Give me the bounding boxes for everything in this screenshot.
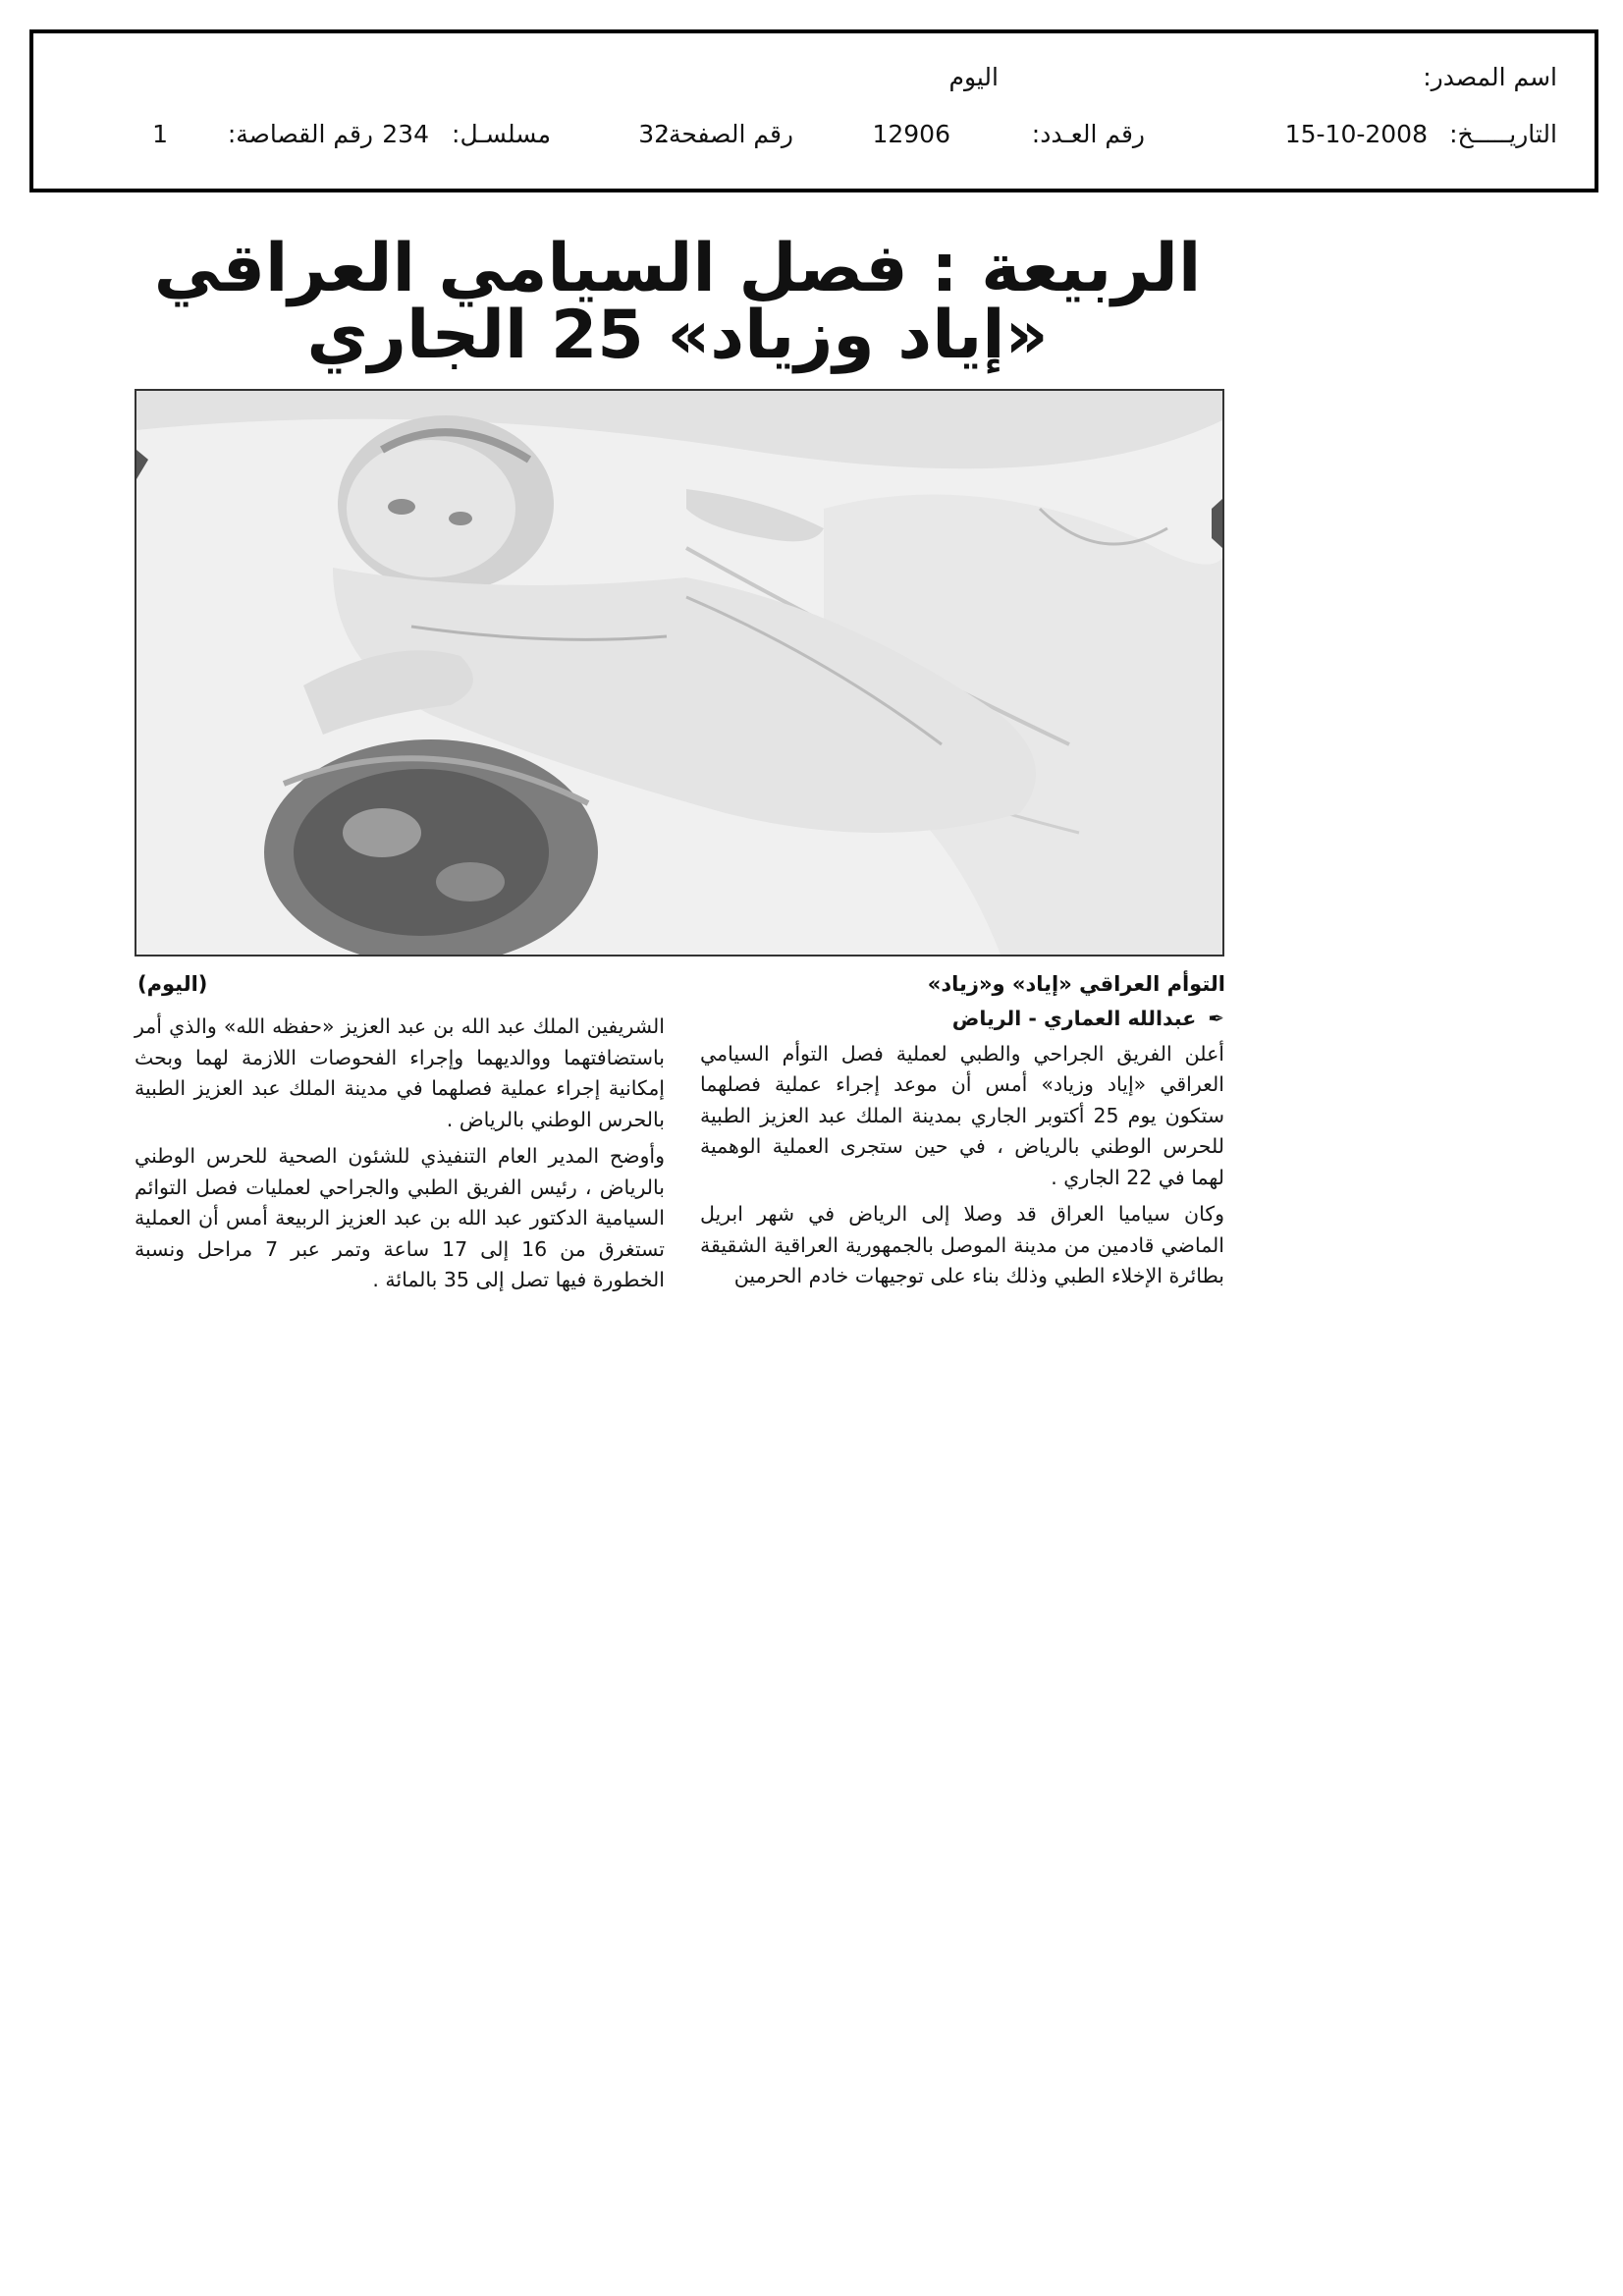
issue-label: رقم العـدد:: [1031, 120, 1145, 148]
source-value: اليوم: [948, 63, 999, 91]
paragraph: أعلن الفريق الجراحي والطبي لعملية فصل التوأم السيامي العراقي «إياد وزياد» أمس أن موعد إجراء عملية فصلهما ستكون يوم 25 أكتوبر الجاري بمدينة الملك عبد العزيز الطبية للحرس الوطني بالرياض ، في حين ستجرى العملية الوهمية لهما في 22 الجاري .: [700, 1041, 1224, 1189]
photo-credit: (اليوم): [137, 972, 208, 996]
page-label: رقم الصفحة:: [660, 120, 793, 148]
paragraph: الشريفين الملك عبد الله بن عبد العزيز «حفظه الله» والذي أمر باستضافتهما ووالديهما وإجراء الفحوصات اللازمة لهما وبحث إمكانية إجراء عملية فصلهما في مدينة الملك عبد العزيز الطبية بالحرس الوطني بالرياض .: [135, 1014, 665, 1131]
paragraph: وكان سياميا العراق قد وصلا إلى الرياض في شهر ابريل الماضي قادمين من مدينة الموصل بالجمهورية العراقية الشقيقة بطائرة الإخلاء الطبي وذلك بناء على توجيهات خادم الحرمين: [700, 1202, 1224, 1287]
date-label: التاريـــــخ:: [1449, 120, 1557, 148]
serial-value: 234: [382, 120, 429, 148]
clip-label: رقم القصاصة:: [227, 120, 373, 148]
paragraph: وأوضح المدير العام التنفيذي للشئون الصحية للحرس الوطني بالرياض ، رئيس الفريق الطبي والجراحي لعمليات فصل التوائم السيامية الدكتور عبد الله بن عبد العزيز الربيعة أمس أن العملية تستغرق من 16 إلى 17 ساعة وتمر عبر 7 مراحل ونسبة الخطورة فيها تصل إلى 35 بالمائة .: [135, 1144, 665, 1291]
article-photo: [135, 389, 1224, 957]
serial-label: مسلسـل:: [452, 120, 551, 148]
byline: [700, 1004, 1224, 1035]
byline-text: عبدالله العماري - الرياض: [951, 1007, 1197, 1030]
source-label: اسم المصدر:: [1423, 63, 1557, 91]
article-column-left: [135, 1011, 665, 1296]
conjoined-twins-photo: [136, 391, 1222, 955]
photo-caption: التوأم العراقي «إياد» و«زياد»: [927, 972, 1225, 996]
clipping-metadata-box: [29, 29, 1598, 192]
article-column-right: [700, 1004, 1224, 1292]
issue-value: 12906: [872, 120, 950, 148]
page-value: 32: [638, 120, 670, 148]
article-headline: الربيعة : فصل السيامي العراقي «إياد وزياد» 25 الجاري: [153, 230, 1202, 374]
clip-value: 1: [152, 120, 168, 148]
date-value: 15-10-2008: [1284, 120, 1428, 148]
pen-icon: ✒: [1208, 1007, 1224, 1030]
